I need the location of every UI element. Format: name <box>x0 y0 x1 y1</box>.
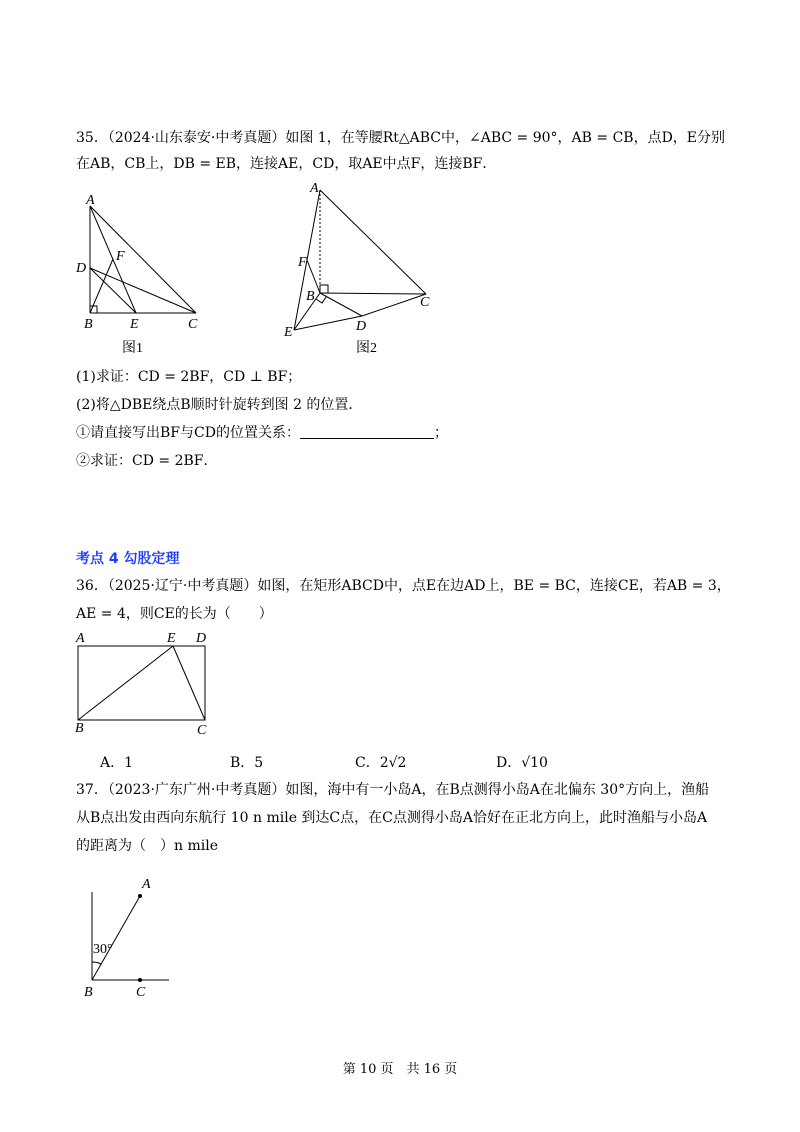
q35-part2a-line <box>76 423 448 443</box>
page-footer: 第 10 页 共 16 页 <box>342 1062 458 1077</box>
fig2-label-E: E <box>284 325 293 340</box>
q36-label-B: B <box>75 721 84 736</box>
section-title: 考点 4 勾股定理 <box>76 551 180 567</box>
fig1-label-F: F <box>116 249 125 264</box>
q35-figure-2 <box>280 178 450 368</box>
q37-figure <box>74 872 194 1002</box>
answer-blank[interactable] <box>300 424 434 439</box>
fig2-label-A: A <box>310 181 319 196</box>
q35-part2b: ②求证：CD = 2BF． <box>76 453 218 469</box>
q37-label-C: C <box>136 985 146 1000</box>
fig2-caption: 图2 <box>356 341 377 356</box>
q37-line3: 的距离为（ ）n mile <box>76 838 218 854</box>
q36-figure <box>70 626 220 741</box>
q36-option-a[interactable]: A．1 <box>100 755 134 771</box>
fig2-label-C: C <box>420 295 430 310</box>
q35-part2a: ①请直接写出BF与CD的位置关系： <box>76 425 300 441</box>
q36-option-b[interactable]: B．5 <box>230 755 264 771</box>
fig1-label-D: D <box>76 261 87 276</box>
q37-line1: 37．（2023·广东广州·中考真题）如图，海中有一小岛A，在B点测得小岛A在北偏东 30°方向上，渔船 <box>76 782 710 798</box>
q36-label-D: D <box>196 631 207 646</box>
fig2-label-D: D <box>356 319 367 334</box>
q35-part2: (2)将△DBE绕点B顺时针旋转到图 2 的位置． <box>76 397 363 413</box>
q36-option-d[interactable]: D．√10 <box>496 755 548 771</box>
q36-option-c[interactable]: C．2√2 <box>355 755 407 771</box>
q37-label-A: A <box>142 877 151 892</box>
q37-label-B: B <box>84 985 93 1000</box>
q37-angle-label: 30° <box>93 942 113 957</box>
fig1-label-B: B <box>84 317 93 332</box>
q36-line2: AE = 4，则CE的长为（ ） <box>76 606 273 622</box>
q35-line2: 在AB，CB上，DB = EB，连接AE，CD，取AE中点F，连接BF． <box>76 156 497 172</box>
fig2-label-F: F <box>298 255 307 270</box>
q36-options <box>0 752 800 774</box>
q36-label-A: A <box>76 631 85 646</box>
fig1-label-E: E <box>130 317 139 332</box>
q36-line1: 36．（2025·辽宁·中考真题）如图，在矩形ABCD中，点E在边AD上，BE = BC，连接CE，若AB = 3， <box>76 578 731 594</box>
q37-line2: 从B点出发由西向东航行 10 n mile 到达C点，在C点测得小岛A恰好在正北方向上，此时渔船与小岛A <box>76 810 708 826</box>
q36-label-E: E <box>167 631 176 646</box>
q35-part1: (1)求证：CD = 2BF，CD ⊥ BF； <box>76 369 302 385</box>
q35-figure-1 <box>70 188 220 358</box>
q35-line1: 35．（2024·山东泰安·中考真题）如图 1，在等腰Rt△ABC中，∠ABC = 90°，AB = CB，点D，E分别 <box>76 130 726 146</box>
q36-label-C: C <box>197 723 207 738</box>
q35-part2a-end: ； <box>433 425 448 441</box>
fig1-caption: 图1 <box>122 341 143 356</box>
fig2-label-B: B <box>306 289 315 304</box>
fig1-label-A: A <box>86 193 95 208</box>
fig1-label-C: C <box>188 317 198 332</box>
